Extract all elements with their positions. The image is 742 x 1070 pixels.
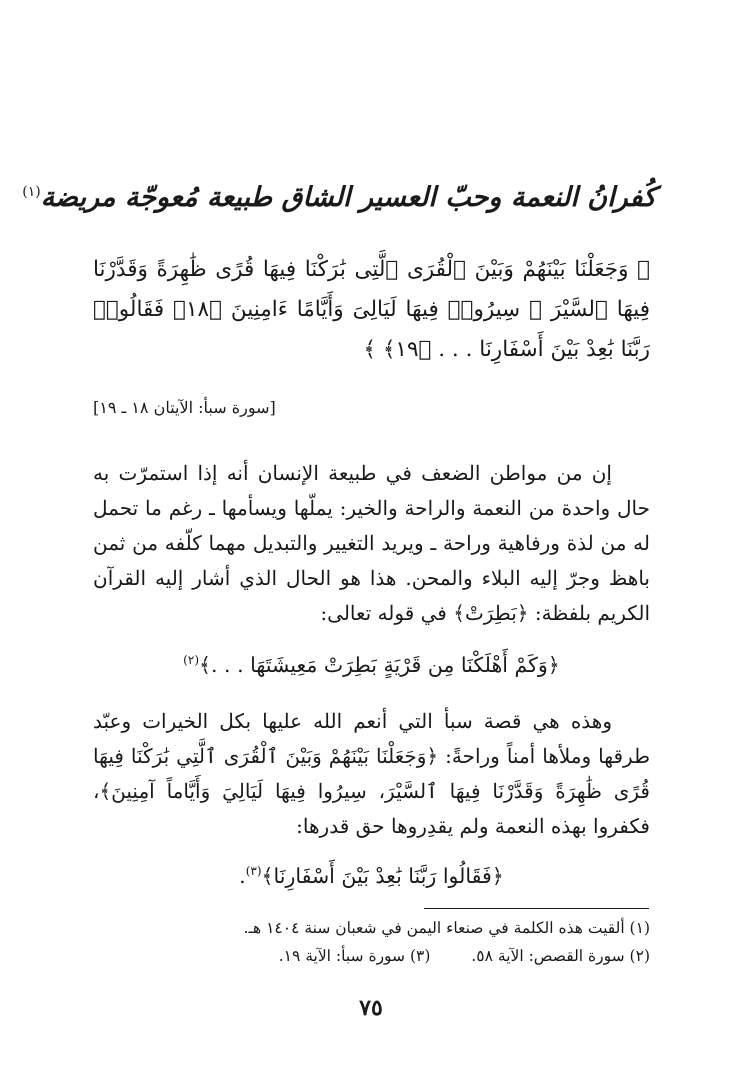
quran-verse-block: ﴿ وَجَعَلْنَا بَيْنَهُمْ وَبَيْنَ ٱلْقُرَى ٱلَّتِى بَٰرَكْنَا فِيهَا قُرًى ظَٰهِرَةً وَقَدَّرْنَا فِيهَا ٱلسَّيْرَ ۖ سِيرُوا۟ فِيهَا لَيَالِىَ وَأَيَّامًا ءَامِنِينَ ﴿١٨﴾ فَقَالُوا۟ رَبَّنَا بَٰعِدْ بَيْنَ أَسْفَارِنَا . . . ﴿١٩﴾ ﴾ [93,257,650,362]
quoted-verse-2 [93,864,650,888]
footnote-3: (٣) سورة سبأ: الآية ١٩. [278,947,431,965]
body-paragraph-2: وهذه هي قصة سبأ التي أنعم الله عليها بكل الخيرات وعبّد طرقها وملأها أمناً وراحةً: ﴿وَجَعَلْنَا بَيْنَهُمْ وَبَيْنَ ٱلْقُرَى ٱلَّتِي بَٰرَكْنَا فِيهَا قُرًى ظَٰهِرَةً وَقَدَّرْنَا فِيهَا ٱلسَّيْرَ، سِيرُوا فِيهَا لَيَالِيَ وَأَيَّاماً آمِنِينَ﴾، فكفروا بهذه النعمة ولم يقدِروها حق قدرها: [93,709,650,838]
footnote-divider [424,908,649,909]
quoted-verse-2-footnote-marker: (٣) [245,864,262,879]
verse-reference: [سورة سبأ: الآيتان ١٨ ـ ١٩] [93,398,276,417]
quoted-verse-1-text: ﴿وَكَمْ أَهْلَكْنَا مِن قَرْيَةٍ بَطِرَتْ مَعِيشَتَهَا . . .﴾ [199,653,560,677]
page-number: ٧٥ [359,995,383,1021]
quoted-verse-2-text: ﴿فَقَالُوا رَبَّنَا بَٰعِدْ بَيْنَ أَسْفَارِنَا﴾ [261,864,504,888]
quoted-verse-1 [93,653,650,677]
chapter-title-footnote-marker: (١) [22,184,41,200]
body-paragraph-1: إن من مواطن الضعف في طبيعة الإنسان أنه إذا استمرّت به حال واحدة من النعمة والراحة والخير: يملّها ويسأمها ـ رغم ما تحمل له من لذة ورفاهية وراحة ـ ويريد التغيير والتبديل مهما كلّفه من ثمن باهظ وجرّ إليه البلاء والمحن. هذا هو الحال الذي أشار إليه القرآن الكريم بلفظة: ﴿بَطِرَتْ﴾ في قوله تعالى: [93,461,650,625]
quoted-verse-1-footnote-marker: (٢) [183,653,199,668]
chapter-title [22,182,656,213]
footnote-2: (٢) سورة القصص: الآية ٥٨. [471,947,650,965]
chapter-title-text: كُفرانُ النعمة وحبّ العسير الشاق طبيعة مُعوجّة مريضة [40,182,656,213]
quoted-verse-2-period: . [239,864,246,888]
footnotes-2-3 [93,947,650,965]
footnote-1: (١) ألقيت هذه الكلمة في صنعاء اليمن في شعبان سنة ١٤٠٤ هـ. [243,919,650,937]
